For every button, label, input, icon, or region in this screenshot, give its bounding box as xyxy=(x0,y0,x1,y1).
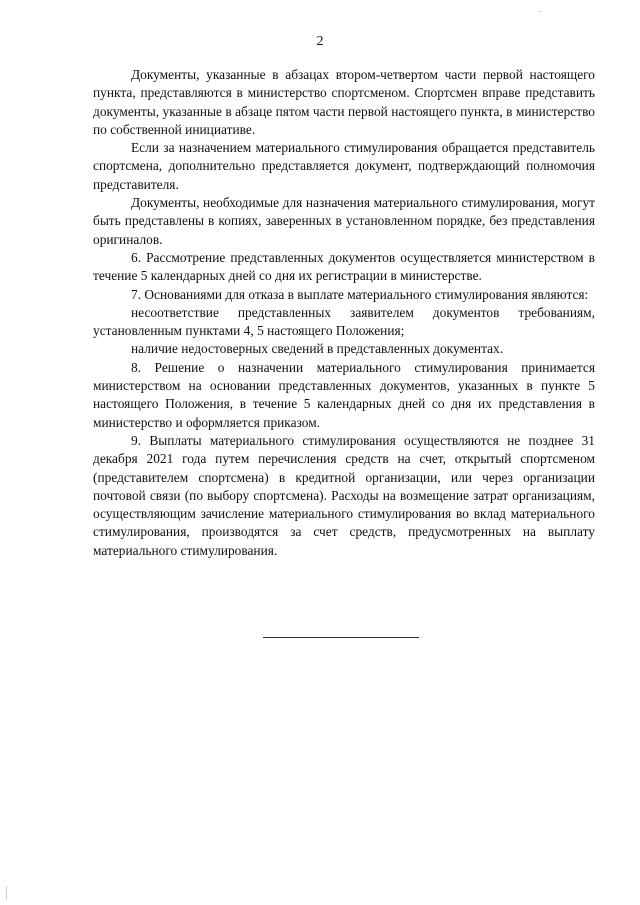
paragraph-item-7: 7. Основаниями для отказа в выплате материального стимулирования являются: xyxy=(131,286,589,302)
scan-edge-mark xyxy=(6,886,7,900)
scan-speck xyxy=(540,11,541,12)
paragraph-item-6: 6. Рассмотрение представленных документов осуществляется министерством в течение 5 календарных дней со дня их регистрации в министерстве. xyxy=(93,249,595,284)
page-number: 2 xyxy=(316,34,324,49)
paragraph-refusal-reason-2: наличие недостоверных сведений в представленных документах. xyxy=(131,341,504,357)
document-body xyxy=(93,66,595,560)
paragraph-item-8: 8. Решение о назначении материального стимулирования принимается министерством на основании представленных документов, указанных в пункте 5 настоящего Положения, в течение 5 календарных дней со дня их представления в министерство и оформляется приказом. xyxy=(93,359,595,430)
end-separator-line xyxy=(263,637,419,638)
paragraph-documents-submission: Документы, указанные в абзацах втором-четвертом части первой настоящего пункта, представляются в министерство спортсменом. Спортсмен вправе представить документы, указанные в абзаце пятом части первой настоящего пункта, в министерство по собственной инициативе. xyxy=(93,67,595,137)
paragraph-item-9: 9. Выплаты материального стимулирования осуществляются не позднее 31 декабря 2021 года путем перечисления средств на счет, открытый спортсменом (представителем спортсмена) в кредитной организации, или через организации почтовой связи (по выбору спортсмена). Расходы на возмещение затрат организациям, осуществляющим зачисление материального стимулирования во вклад материального стимулирования, производятся за счет средств, предусмотренных на выплату материального стимулирования. xyxy=(93,432,595,558)
paragraph-representative: Если за назначением материального стимулирования обращается представитель спортсмена, дополнительно представляется документ, подтверждающий полномочия представителя. xyxy=(93,140,595,192)
paragraph-copies: Документы, необходимые для назначения материального стимулирования, могут быть представлены в копиях, заверенных в установленном порядке, без представления оригиналов. xyxy=(93,195,595,247)
paragraph-refusal-reason-1: несоответствие представленных заявителем документов требованиям, установленным пунктами 4, 5 настоящего Положения; xyxy=(93,304,595,339)
